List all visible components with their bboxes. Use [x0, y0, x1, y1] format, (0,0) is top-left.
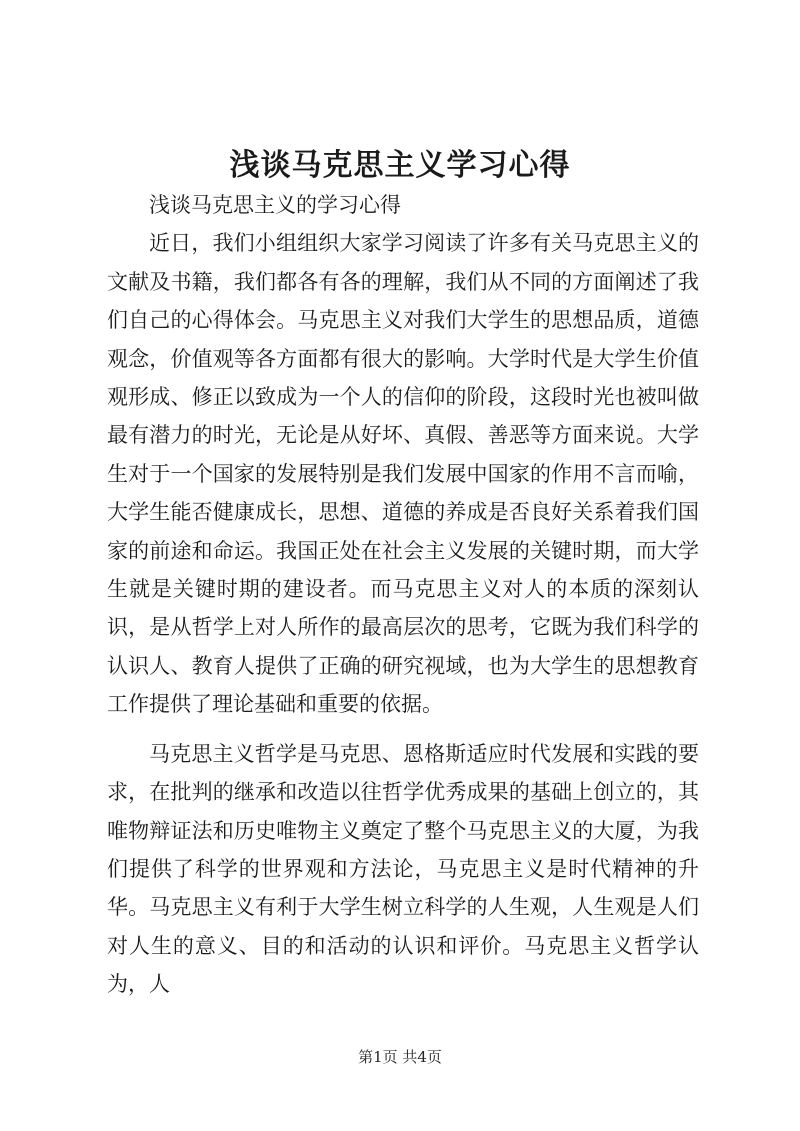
document-title: 浅谈马克思主义学习心得	[229, 148, 571, 183]
page-footer: 第1页 共4页	[358, 1048, 442, 1066]
document-body	[107, 186, 699, 1004]
body-paragraph-1: 近日，我们小组组织大家学习阅读了许多有关马克思主义的文献及书籍，我们都各有各的理解，我们从不同的方面阐述了我们自己的心得体会。马克思主义对我们大学生的思想品质，道德观念，价值观等各方面都有很大的影响。大学时代是大学生价值观形成、修正以致成为一个人的信仰的阶段，这段时光也被叫做最有潜力的时光，无论是从好坏、真假、善恶等方面来说。大学生对于一个国家的发展特别是我们发展中国家的作用不言而喻，大学生能否健康成长，思想、道德的养成是否良好关系着我们国家的前途和命运。我国正处在社会主义发展的关键时期，而大学生就是关键时期的建设者。而马克思主义对人的本质的深刻认识，是从哲学上对人所作的最高层次的思考，它既为我们科学的认识人、教育人提供了正确的研究视域，也为大学生的思想教育工作提供了理论基础和重要的依据。	[107, 231, 699, 717]
subtitle-paragraph: 浅谈马克思主义的学习心得	[149, 193, 401, 217]
body-paragraph-2: 马克思主义哲学是马克思、恩格斯适应时代发展和实践的要求，在批判的继承和改造以往哲学优秀成果的基础上创立的，其唯物辩证法和历史唯物主义奠定了整个马克思主义的大厦，为我们提供了科学的世界观和方法论，马克思主义是时代精神的升华。马克思主义有利于大学生树立科学的人生观，人生观是人们对人生的意义、目的和活动的认识和评价。马克思主义哲学认为，人	[107, 741, 699, 997]
